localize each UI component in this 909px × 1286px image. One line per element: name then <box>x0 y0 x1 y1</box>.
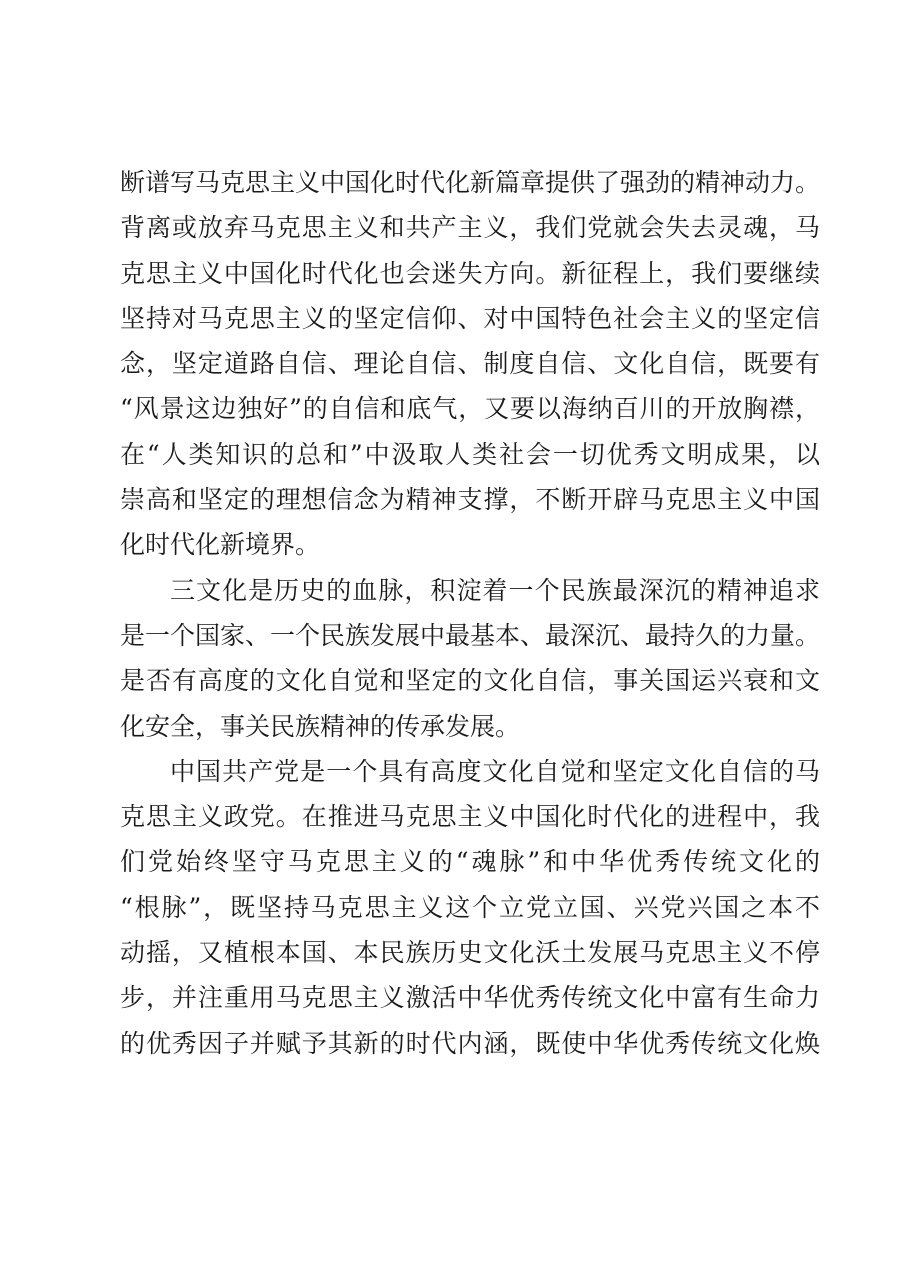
paragraph-2-line-2: 是一个国家、一个民族发展中最基本、最深沉、最持久的力量。 <box>120 620 821 650</box>
paragraph-3-line-2: 克思主义政党。在推进马克思主义中国化时代化的进程中，我 <box>120 802 820 832</box>
paragraph-2-line-4: 化安全，事关民族精神的传承发展。 <box>120 711 521 741</box>
paragraph-1-line-5: 念，坚定道路自信、理论自信、制度自信、文化自信，既要有 <box>120 349 820 379</box>
paragraph-1-line-1: 断谱写马克思主义中国化时代化新篇章提供了强劲的精神动力。 <box>120 168 821 197</box>
paragraph-3-line-4: “根脉”，既坚持马克思主义这个立党立国、兴党兴国之本不 <box>120 892 820 922</box>
paragraph-1-line-2: 背离或放弃马克思主义和共产主义，我们党就会失去灵魂，马 <box>120 213 820 243</box>
paragraph-1-line-6: “风景这边独好”的自信和底气，又要以海纳百川的开放胸襟， <box>120 394 820 424</box>
paragraph-1-line-7: 在“人类知识的总和”中汲取人类社会一切优秀文明成果，以 <box>120 439 820 469</box>
paragraph-3-line-6: 步，并注重用马克思主义激活中华优秀传统文化中富有生命力 <box>120 983 820 1013</box>
paragraph-1-line-4: 坚持对马克思主义的坚定信仰、对中国特色社会主义的坚定信 <box>120 303 820 333</box>
paragraph-1-line-9: 化时代化新境界。 <box>120 530 321 560</box>
paragraph-3-line-7: 的优秀因子并赋予其新的时代内涵，既使中华优秀传统文化焕 <box>120 1028 820 1058</box>
paragraph-1-line-8: 崇高和坚定的理想信念为精神支撑，不断开辟马克思主义中国 <box>120 485 820 515</box>
paragraph-3-line-1: 中国共产党是一个具有高度文化自觉和坚定文化自信的马 <box>170 756 820 786</box>
paragraph-2-line-3: 是否有高度的文化自觉和坚定的文化自信，事关国运兴衰和文 <box>120 666 820 696</box>
paragraph-3-line-3: 们党始终坚守马克思主义的“魂脉”和中华优秀传统文化的 <box>120 847 820 877</box>
document-body <box>120 160 820 1066</box>
paragraph-1-line-3: 克思主义中国化时代化也会迷失方向。新征程上，我们要继续 <box>120 258 820 288</box>
paragraph-3-line-5: 动摇，又植根本国、本民族历史文化沃土发展马克思主义不停 <box>120 938 820 968</box>
paragraph-2-line-1: 三文化是历史的血脉，积淀着一个民族最深沉的精神追求 <box>170 575 820 605</box>
